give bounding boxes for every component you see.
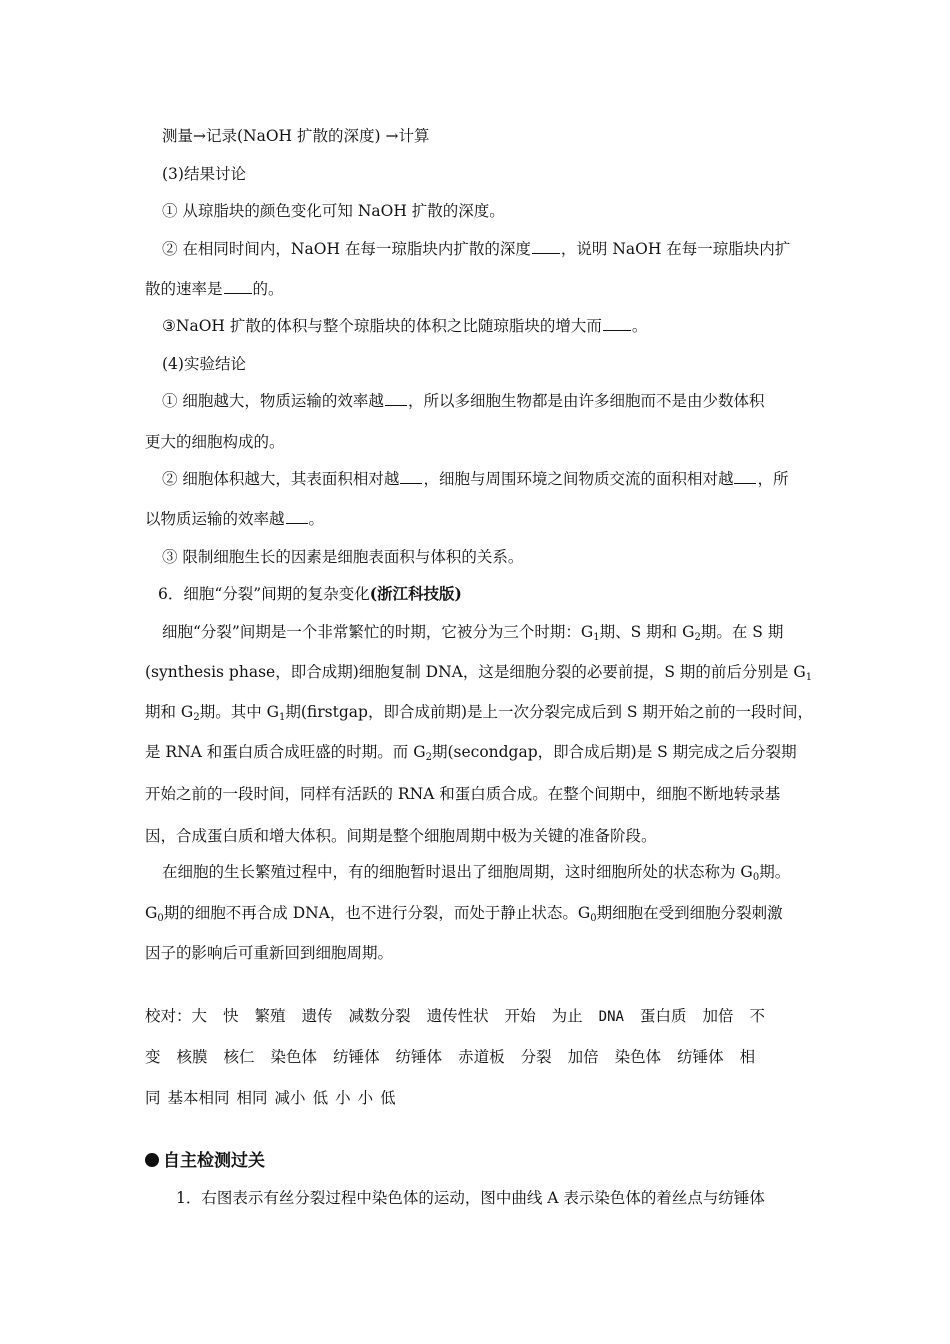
answer-item: 繁殖 bbox=[254, 1007, 286, 1025]
text-line: ① 从琼脂块的颜色变化可知 NaOH 扩散的深度。 bbox=[162, 202, 505, 220]
paragraph-line: 在细胞的生长繁殖过程中，有的细胞暂时退出了细胞周期，这时细胞所处的状态称为 $G_0$期。 bbox=[162, 863, 791, 883]
paragraph-line: 因，合成蛋白质和增大体积。间期是整个细胞周期中极为关键的准备阶段。 bbox=[145, 827, 657, 845]
answer-item: 不 bbox=[749, 1007, 765, 1025]
heading-results-discussion: (3)结果讨论 bbox=[162, 165, 246, 183]
fill-blank bbox=[286, 509, 308, 524]
paragraph-line: 因子的影响后可重新回到细胞周期。 bbox=[145, 944, 394, 962]
answer-item: 低 bbox=[380, 1089, 396, 1107]
answer-key-label: 校对： bbox=[145, 1007, 192, 1025]
answer-item: 低 bbox=[312, 1089, 329, 1107]
text-line: ② 细胞体积越大，其表面积相对越 ，细胞与周围环境之间物质交流的面积相对越 ，所 bbox=[162, 470, 789, 488]
section-heading-6: 6．细胞“分裂”间期的复杂变化(浙江科技版) bbox=[158, 584, 462, 603]
answer-item: 核仁 bbox=[223, 1048, 255, 1066]
answer-item: DNA bbox=[598, 1009, 624, 1025]
answer-item: 相 bbox=[739, 1048, 756, 1066]
text-line: ② 在相同时间内，NaOH 在每一琼脂块内扩散的深度 ，说明 NaOH 在每一琼脂块内扩 bbox=[162, 240, 791, 258]
fill-blank bbox=[734, 469, 756, 484]
text-line: 测量→记录(NaOH 扩散的深度) →计算 bbox=[162, 127, 430, 145]
fill-blank bbox=[224, 279, 252, 294]
answer-item: 染色体 bbox=[270, 1048, 318, 1066]
paragraph-line: 细胞“分裂”间期是一个非常繁忙的时期，它被分为三个时期：$G_1$期、S 期和 $G_2$期。在 S 期 bbox=[162, 623, 784, 643]
paragraph-line: $G_0$期的细胞不再合成 DNA，也不进行分裂，而处于静止状态。$G_0$期细胞在受到细胞分裂刺激 bbox=[145, 904, 783, 924]
answer-item: 蛋白质 bbox=[639, 1007, 687, 1025]
answer-item: 大 bbox=[191, 1007, 208, 1025]
fill-blank bbox=[400, 469, 422, 484]
fill-blank bbox=[603, 316, 631, 331]
paragraph-line: (synthesis phase，即合成期)细胞复制 DNA，这是细胞分裂的必要前提，S 期的前后分别是 $G_1$ bbox=[145, 663, 813, 683]
text-line: ③NaOH 扩散的体积与整个琼脂块的体积之比随琼脂块的增大而 。 bbox=[162, 317, 648, 335]
fill-blank bbox=[385, 391, 407, 406]
answer-item: 纺锤体 bbox=[395, 1048, 443, 1066]
answer-item: 核膜 bbox=[176, 1048, 208, 1066]
paragraph-line: 是 RNA 和蛋白质合成旺盛的时期。而 $G_2$期(secondgap，即合成后期)是 S 期完成之后分裂期 bbox=[145, 743, 797, 763]
answer-item: 加倍 bbox=[567, 1048, 599, 1066]
answer-item: 基本相同 bbox=[167, 1089, 230, 1107]
paragraph-line: 开始之前的一段时间，同样有活跃的 RNA 和蛋白质合成。在整个间期中，细胞不断地转录基 bbox=[145, 785, 781, 803]
text-line: ③ 限制细胞生长的因素是细胞表面积与体积的关系。 bbox=[162, 548, 524, 566]
answer-key-row bbox=[145, 1088, 396, 1108]
text-line: 更大的细胞构成的。 bbox=[145, 433, 285, 451]
paragraph-line: 期和 $G_2$期。其中 $G_1$期(firstgap，即合成前期)是上一次分裂完成后到 S 期开始之前的一段时间， bbox=[145, 703, 813, 723]
answer-item: 纺锤体 bbox=[677, 1048, 724, 1066]
answer-item: 遗传性状 bbox=[426, 1007, 489, 1025]
text-line: 散的速率是 的。 bbox=[145, 280, 284, 298]
answer-item: 赤道板 bbox=[458, 1048, 505, 1066]
answer-key-row bbox=[145, 1047, 755, 1067]
answer-item: 开始 bbox=[504, 1007, 536, 1025]
text-line: ① 细胞越大，物质运输的效率越 ，所以多细胞生物都是由许多细胞而不是由少数体积 bbox=[162, 392, 765, 410]
answer-item: 小 bbox=[335, 1089, 351, 1107]
heading-conclusion: (4)实验结论 bbox=[162, 355, 246, 373]
answer-item: 减小 bbox=[274, 1089, 306, 1107]
answer-item: 小 bbox=[357, 1089, 374, 1107]
question-text: 1．右图表示有丝分裂过程中染色体的运动，图中曲线 A 表示染色体的着丝点与纺锤体 bbox=[176, 1189, 765, 1207]
answer-item: 纺锤体 bbox=[333, 1048, 380, 1066]
answer-item: 快 bbox=[223, 1007, 239, 1025]
answer-item: 变 bbox=[145, 1048, 161, 1066]
answer-item: 分裂 bbox=[520, 1048, 552, 1066]
answer-item: 减数分裂 bbox=[348, 1007, 411, 1025]
answer-item: 同 bbox=[145, 1089, 161, 1107]
text-line: 以物质运输的效率越 。 bbox=[145, 510, 325, 528]
answer-item: 相同 bbox=[236, 1089, 268, 1107]
fill-blank bbox=[532, 239, 560, 254]
section-title: 自主检测过关 bbox=[145, 1150, 265, 1172]
answer-item: 染色体 bbox=[614, 1048, 662, 1066]
answer-key-row bbox=[145, 1006, 765, 1027]
answer-item: 为止 bbox=[551, 1007, 583, 1025]
bullet-icon bbox=[145, 1153, 159, 1167]
answer-item: 加倍 bbox=[702, 1007, 734, 1025]
answer-item: 遗传 bbox=[301, 1007, 333, 1025]
